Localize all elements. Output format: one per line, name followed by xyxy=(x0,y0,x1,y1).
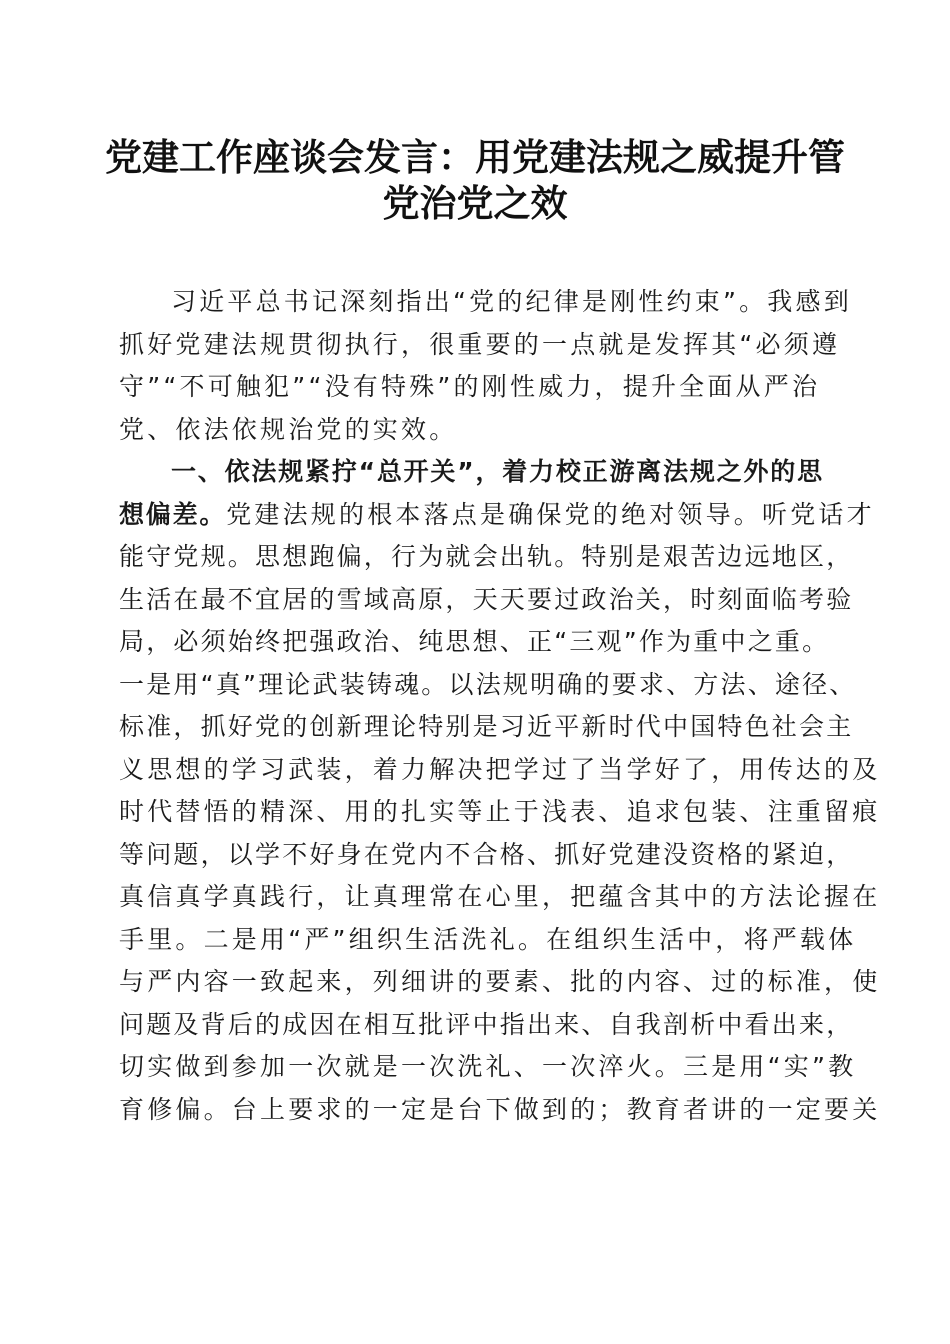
document-body xyxy=(119,281,881,1131)
body-line: 手里。二是用“严”组织生活洗礼。在组织生活中，将严载体 xyxy=(119,924,857,954)
section-heading-tail: 想偏差。 xyxy=(119,499,227,529)
body-line: 能守党规。思想跑偏，行为就会出轨。特别是艰苦边远地区， xyxy=(119,542,854,571)
body-line: 育修偏。台上要求的一定是台下做到的；教育者讲的一定要关 xyxy=(119,1094,881,1124)
body-line: 切实做到参加一次就是一次洗礼、一次淬火。三是用“实”教 xyxy=(119,1052,857,1081)
intro-line: 守”“不可触犯”“没有特殊”的刚性威力，提升全面从严治 xyxy=(119,372,821,401)
intro-line: 习近平总书记深刻指出“党的纪律是刚性约束”。我感到 xyxy=(171,287,852,316)
body-line: 生活在最不宜居的雪域高原，天天要过政治关，时刻面临考验 xyxy=(119,584,854,614)
section-heading-line-2 xyxy=(119,494,875,537)
intro-line: 党、依法依规治党的实效。 xyxy=(119,414,458,444)
title-line-2: 党治党之效 xyxy=(382,181,568,225)
title-line-1: 党建工作座谈会发言：用党建法规之威提升管 xyxy=(105,135,845,179)
section-body-start: 党建法规的根本落点是确保党的绝对领导。听党话才 xyxy=(226,499,875,529)
body-line: 局，必须始终把强政治、纯思想、正“三观”作为重中之重。 xyxy=(119,627,830,656)
body-line: 义思想的学习武装，着力解决把学过了当学好了，用传达的及 xyxy=(119,754,881,784)
body-line: 与严内容一致起来，列细讲的要素、批的内容、过的标准，使 xyxy=(119,967,881,996)
document-title xyxy=(100,134,850,226)
body-line: 标准，抓好党的创新理论特别是习近平新时代中国特色社会主 xyxy=(119,712,854,741)
body-line: 一是用“真”理论武装铸魂。以法规明确的要求、方法、途径、 xyxy=(119,669,857,699)
body-line: 问题及背后的成因在相互批评中指出来、自我剖析中看出来， xyxy=(119,1009,854,1039)
body-line: 时代替悟的精深、用的扎实等止于浅表、追求包装、注重留痕 xyxy=(119,797,881,826)
body-line: 等问题，以学不好身在党内不合格、抓好党建没资格的紧迫， xyxy=(119,839,854,869)
intro-line: 抓好党建法规贯彻执行，很重要的一点就是发挥其“必须遵 xyxy=(119,329,841,359)
body-line: 真信真学真践行，让真理常在心里，把蕴含其中的方法论握在 xyxy=(119,882,881,911)
section-heading-line-1: 一、依法规紧拧“总开关”，着力校正游离法规之外的思 xyxy=(171,457,824,486)
